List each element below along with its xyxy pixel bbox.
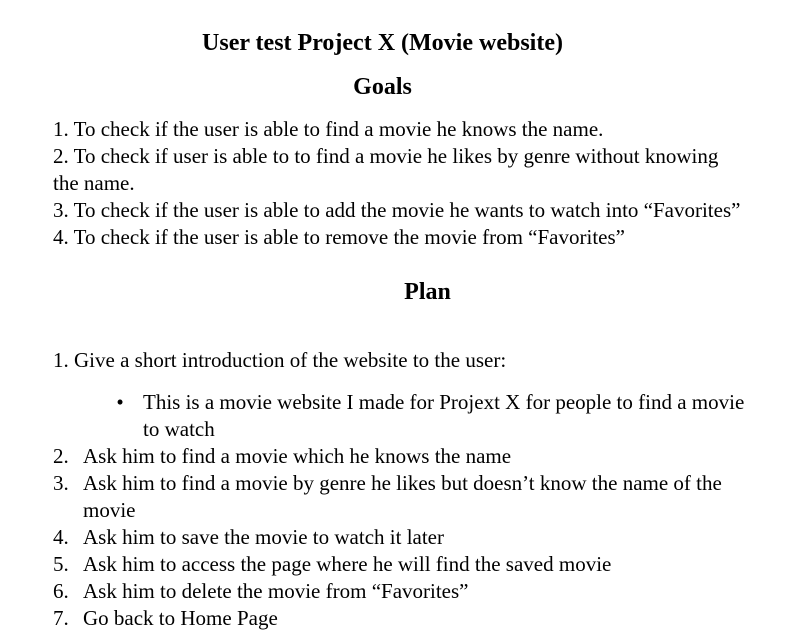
goals-heading: Goals bbox=[353, 74, 412, 100]
intro-bullet-item bbox=[113, 389, 763, 443]
plan-step bbox=[53, 578, 773, 605]
step-text: Ask him to find a movie which he knows the name bbox=[83, 444, 512, 468]
goal-item: 1. To check if the user is able to find a movie he knows the name. bbox=[53, 117, 604, 141]
goal-item: 3. To check if the user is able to add the movie he wants to watch into “Favorites” bbox=[53, 198, 741, 222]
step-number: 4. bbox=[53, 525, 69, 549]
bullet-text: This is a movie website I made for Projext X for people to find a movie to watch bbox=[143, 390, 745, 441]
plan-step bbox=[53, 470, 773, 524]
step-number: 6. bbox=[53, 579, 69, 603]
plan-intro: 1. Give a short introduction of the website to the user: bbox=[53, 348, 507, 372]
goal-item: 4. To check if the user is able to remove the movie from “Favorites” bbox=[53, 225, 625, 249]
step-number: 3. bbox=[53, 471, 69, 495]
goals-list bbox=[53, 116, 743, 251]
plan-step bbox=[53, 524, 773, 551]
step-text: Go back to Home Page bbox=[83, 606, 278, 630]
step-number: 5. bbox=[53, 552, 69, 576]
bullet-icon: • bbox=[116, 390, 124, 414]
step-text: Ask him to save the movie to watch it later bbox=[83, 525, 444, 549]
step-number: 2. bbox=[53, 444, 69, 468]
step-number: 7. bbox=[53, 606, 69, 630]
intro-bullet-list bbox=[113, 389, 763, 443]
document-title: User test Project X (Movie website) bbox=[202, 30, 563, 56]
step-text: Ask him to delete the movie from “Favorites” bbox=[83, 579, 469, 603]
plan-step bbox=[53, 443, 773, 470]
step-text: Ask him to find a movie by genre he likes but doesn’t know the name of the movie bbox=[83, 471, 722, 522]
plan-step bbox=[53, 551, 773, 578]
plan-heading: Plan bbox=[404, 279, 451, 305]
goal-item: 2. To check if user is able to to find a movie he likes by genre without knowing the name. bbox=[53, 144, 719, 195]
step-text: Ask him to access the page where he will find the saved movie bbox=[83, 552, 612, 576]
plan-steps-list bbox=[53, 443, 773, 632]
plan-step bbox=[53, 605, 773, 632]
